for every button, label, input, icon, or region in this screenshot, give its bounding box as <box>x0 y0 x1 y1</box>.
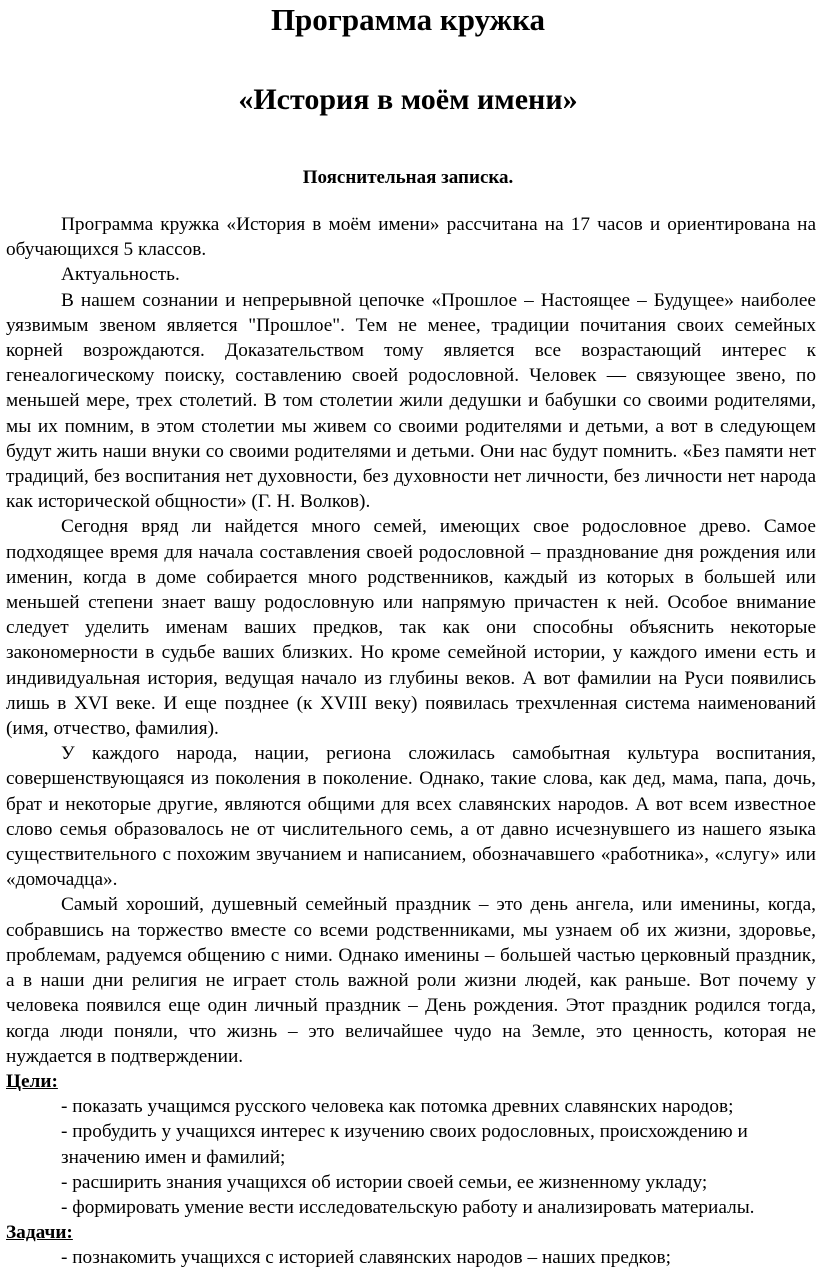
goals-heading: Цели: <box>6 1070 58 1092</box>
document-body <box>6 212 816 1271</box>
list-item: - пробудить у учащихся интерес к изучению своих родословных, происхождению и значению имен и фамилий; <box>61 1121 748 1168</box>
explanatory-note-heading: Пояснительная записка. <box>302 167 514 188</box>
document-title: Программа кружка <box>270 2 546 37</box>
paragraph-family-tree: Сегодня вряд ли найдется много семей, имеющих свое родословное древо. Самое подходящее время для начала составления своей родословной – празднование дня рождения или именин, когда в доме собирается много родственников, каждый из которых в большей или меньшей степени знает вашу родословную или напрямую причастен к ней. Особое внимание следует уделить именам ваших предков, так как они способны объяснить некоторые закономерности в судьбе ваших близких. Но кроме семейной истории, у каждого имени есть и индивидуальная история, ведущая начало из глубины веков. А вот фамилии на Руси появились лишь в XVI веке. И еще позднее (к XVIII веку) появилась трехчленная система наименований (имя, отчество, фамилия). <box>6 516 816 740</box>
paragraph-past-present: В нашем сознании и непрерывной цепочке «Прошлое – Настоящее – Будущее» наиболее уязвимым звеном является "Прошлое". Тем не менее, традиции почитания своих семейных корней возрождаются. Доказательством тому является все возрастающий интерес к генеалогическому поиску, составлению своей родословной. Человек — связующее звено, по меньшей мере, трех столетий. В том столетии жили дедушки и бабушки со своими родителями, мы их помним, в этом столетии мы живем со своими родителями и детьми, а вот в следующем будут жить наши внуки со своими родителями и детьми. Они нас будут помнить. «Без памяти нет традиций, без воспитания нет духовности, без духовности нет личности, без личности нет народа как исторической общности» (Г. Н. Волков). <box>6 289 816 513</box>
tasks-heading: Задачи: <box>6 1222 73 1244</box>
list-item: - расширить знания учащихся об истории своей семьи, ее жизненному укладу; <box>61 1171 708 1193</box>
list-item: - познакомить учащихся с историей славянских народов – наших предков; <box>61 1247 672 1269</box>
goals-list <box>6 1094 816 1220</box>
tasks-list <box>6 1245 816 1270</box>
list-item: - формировать умение вести исследовательскую работу и анализировать материалы. <box>61 1196 755 1218</box>
paragraph-relevance-label: Актуальность. <box>61 264 180 286</box>
paragraph-intro: Программа кружка «История в моём имени» рассчитана на 17 часов и ориентирована на обучающихся 5 классов. <box>6 214 816 261</box>
paragraph-name-day: Самый хороший, душевный семейный праздник – это день ангела, или именины, когда, собравшись на торжество вместе со всеми родственниками, мы узнаем об их жизни, здоровье, проблемам, радуемся общению с ними. Однако именины – большей частью церковный праздник, а в наши дни религия не играет столь важной роли жизни людей, как раньше. Вот почему у человека появился еще один личный праздник – День рождения. Этот праздник родился тогда, когда люди поняли, что жизнь – это величайшее чудо на Земле, это ценность, которая не нуждается в подтверждении. <box>6 894 816 1067</box>
document-title-name: «История в моём имени» <box>238 83 578 116</box>
list-item: - показать учащимся русского человека как потомка древних славянских народов; <box>61 1096 734 1118</box>
paragraph-culture: У каждого народа, нации, региона сложилась самобытная культура воспитания, совершенствующаяся из поколения в поколение. Однако, такие слова, как дед, мама, папа, дочь, брат и некоторые другие, являются общими для всех славянских народов. А вот всем известное слово семья образовалось не от числительного семь, а от давно исчезнувшего из нашего языка существительного с похожим звучанием и написанием, обозначавшего «работника», «слугу» или «домочадца». <box>6 743 816 891</box>
